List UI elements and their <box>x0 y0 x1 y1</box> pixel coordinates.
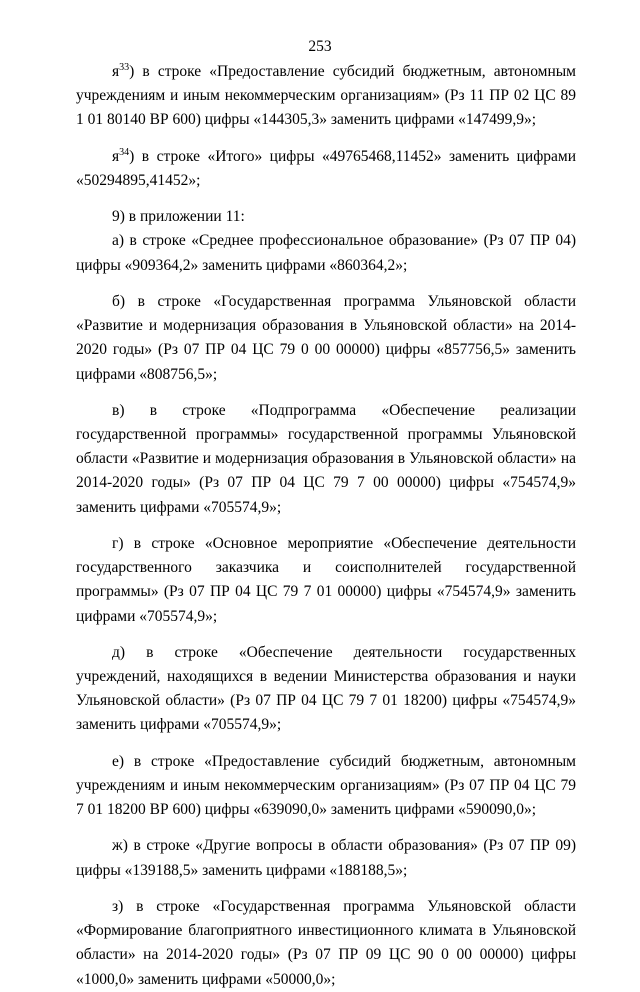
paragraph-text: ж) в строке «Другие вопросы в области образования» (Рз 07 ПР 09) цифры «139188,5» заменить цифрами «188188,5»; <box>76 837 576 879</box>
paragraph <box>76 532 576 629</box>
paragraph <box>76 399 576 520</box>
paragraph-text: ) в строке «Предоставление субсидий бюджетным, автономным учреждениям и иным некоммерческим организациям» (Рз 11 ПР 02 ЦС 89 1 01 80140 ВР 600) цифры «144305,3» заменить цифрами «147499,9»; <box>76 63 576 129</box>
paragraph-lead: я <box>112 147 120 165</box>
paragraph-superscript: 34 <box>119 146 130 158</box>
paragraph <box>76 750 576 823</box>
paragraph <box>76 145 576 193</box>
paragraph-text: 9) в приложении 11: <box>112 208 245 226</box>
paragraph-superscript: 33 <box>119 62 130 73</box>
paragraph <box>76 229 576 277</box>
paragraph-text: а) в строке «Среднее профессиональное образование» (Рз 07 ПР 04) цифры «909364,2» заменить цифрами «860364,2»; <box>76 232 576 274</box>
paragraph-text: д) в строке «Обеспечение деятельности государственных учреждений, находящихся в ведении Министерства образования и науки Ульяновской области» (Рз 07 ПР 04 ЦС 79 7 01 18200) цифры «754574,9» заменить цифрами «705574,9»; <box>76 643 576 734</box>
paragraph <box>76 60 576 133</box>
paragraph <box>76 290 576 387</box>
paragraph-text: ) в строке «Итого» цифры «49765468,11452» заменить цифрами «50294895,41452»; <box>76 147 576 189</box>
paragraph-text: в) в строке «Подпрограмма «Обеспечение реализации государственной программы» государственной программы Ульяновской области «Развитие и модернизация образования в Ульяновской области» на 2014-2020 годы» (Рз 07 ПР 04 ЦС 79 7 00 00000) цифры «754574,9» заменить цифрами «705574,9»; <box>76 401 576 516</box>
paragraph-text: з) в строке «Государственная программа Ульяновской области «Формирование благоприятного инвестиционного климата в Ульяновской области» на 2014-2020 годы» (Рз 07 ПР 09 ЦС 90 0 00 00000) цифры «1000,0» заменить цифрами «50000,0»; <box>76 897 576 988</box>
paragraph-lead: я <box>112 63 120 80</box>
page-number: 253 <box>308 38 332 55</box>
paragraph-text: г) в строке «Основное мероприятие «Обеспечение деятельности государственного заказчика и соисполнителей государственной программы» (Рз 07 ПР 04 ЦС 79 7 01 00000) цифры «754574,9» заменить цифрами «705574,9»; <box>76 534 576 625</box>
paragraph-text: е) в строке «Предоставление субсидий бюджетным, автономным учреждениям и иным некоммерческим организациям» (Рз 07 ПР 04 ЦС 79 7 01 18200 ВР 600) цифры «639090,0» заменить цифрами «590090,0»; <box>76 752 576 819</box>
paragraph <box>76 641 576 738</box>
paragraph <box>76 895 576 992</box>
paragraph-text: б) в строке «Государственная программа Ульяновской области «Развитие и модернизация образования в Ульяновской области» на 2014-2020 годы» (Рз 07 ПР 04 ЦС 79 0 00 00000) цифры «857756,5» заменить цифрами «808756,5»; <box>76 292 576 383</box>
paragraph <box>76 205 576 229</box>
paragraph <box>76 834 576 882</box>
document-body <box>76 60 576 992</box>
